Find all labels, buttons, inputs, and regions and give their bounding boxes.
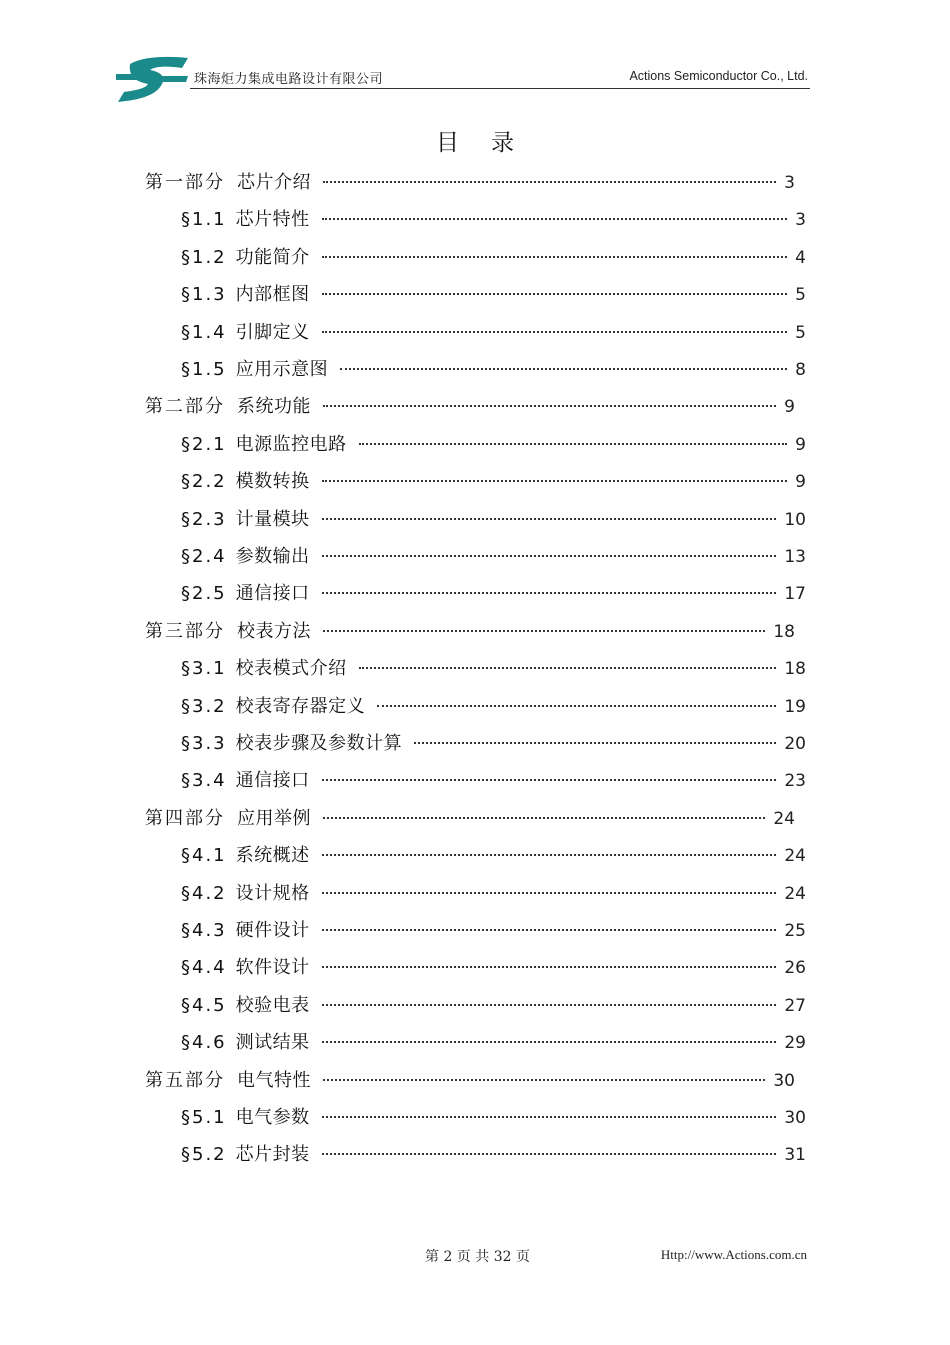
toc-title: 目录 <box>436 130 546 156</box>
company-name-cn: 珠海炬力集成电路设计有限公司 <box>194 72 384 87</box>
toc-entry-page: 24 <box>773 808 795 829</box>
toc-section-entry[interactable] <box>181 766 806 796</box>
toc-entry-label: 电源监控电路 <box>235 433 347 455</box>
toc-entry-label: 参数输出 <box>235 546 310 567</box>
toc-entry-label: 系统功能 <box>237 396 311 418</box>
toc-entry-label: 芯片特性 <box>235 209 310 231</box>
footer-url: Http://www.Actions.com.cn <box>660 1247 807 1262</box>
toc-dot-leader <box>377 705 776 707</box>
toc-entry-label: 校表步骤及参数计算 <box>235 733 403 754</box>
toc-entry-label: 校表寄存器定义 <box>235 695 366 717</box>
toc-dot-leader <box>322 331 788 333</box>
toc-entry-number: 第三部分 <box>145 620 225 642</box>
toc-entry-page: 20 <box>784 734 806 754</box>
toc-entry-label: 测试结果 <box>235 1032 310 1054</box>
toc-part-entry[interactable] <box>145 804 795 834</box>
toc-dot-leader <box>322 1116 777 1118</box>
toc-section-entry[interactable] <box>181 991 806 1021</box>
toc-entry-number: 第二部分 <box>145 396 225 418</box>
toc-entry-page: 29 <box>784 1033 806 1054</box>
toc-part-entry[interactable] <box>145 1066 795 1096</box>
toc-dot-leader <box>323 630 765 632</box>
toc-entry-number: §2.2 <box>181 471 227 493</box>
toc-entry-label: 校表方法 <box>237 620 311 642</box>
toc-dot-leader <box>322 218 788 220</box>
toc-part-entry[interactable] <box>145 392 795 422</box>
toc-entry-page: 19 <box>784 696 806 717</box>
toc-entry-label: 通信接口 <box>235 583 310 605</box>
toc-entry-label: 芯片封装 <box>235 1144 310 1166</box>
toc-section-entry[interactable] <box>181 318 806 348</box>
footer-page-info: 第 2 页 共 32 页 <box>425 1249 530 1265</box>
toc-dot-leader <box>323 405 776 407</box>
page-header <box>0 0 950 110</box>
company-name-en: Actions Semiconductor Co., Ltd. <box>629 69 808 83</box>
toc-entry-number: §2.4 <box>181 546 227 567</box>
toc-entry-page: 27 <box>784 995 806 1016</box>
toc-dot-leader <box>359 667 777 669</box>
toc-entry-label: 硬件设计 <box>235 920 310 941</box>
toc-entry-page: 31 <box>784 1145 806 1166</box>
toc-entry-number: §4.5 <box>181 994 227 1016</box>
toc-dot-leader <box>322 854 777 856</box>
toc-section-entry[interactable] <box>181 916 806 946</box>
toc-entry-page: 5 <box>795 285 806 306</box>
toc-section-entry[interactable] <box>181 542 806 572</box>
toc-entry-number: 第五部分 <box>145 1069 225 1091</box>
toc-entry-label: 应用举例 <box>237 807 311 829</box>
toc-entry-label: 通信接口 <box>235 770 310 792</box>
toc-entry-number: §4.4 <box>181 957 227 979</box>
toc-entry-page: 9 <box>784 397 795 418</box>
toc-section-entry[interactable] <box>181 654 806 684</box>
toc-entry-label: 模数转换 <box>235 471 310 493</box>
toc-entry-page: 13 <box>784 547 806 567</box>
toc-entry-label: 电气特性 <box>237 1069 311 1091</box>
toc-dot-leader <box>323 817 765 819</box>
toc-entry-label: 内部框图 <box>235 284 310 306</box>
toc-entry-number: §1.4 <box>181 321 227 343</box>
toc-dot-leader <box>322 1041 777 1043</box>
toc-dot-leader <box>322 892 777 894</box>
toc-entry-number: §1.2 <box>181 246 227 268</box>
toc-section-entry[interactable] <box>181 879 806 909</box>
toc-section-entry[interactable] <box>181 505 806 535</box>
toc-entry-page: 17 <box>784 584 806 605</box>
toc-section-entry[interactable] <box>181 953 806 983</box>
toc-dot-leader <box>322 779 777 781</box>
company-logo-icon <box>116 54 190 104</box>
toc-entry-page: 30 <box>784 1108 806 1128</box>
toc-section-entry[interactable] <box>181 243 806 273</box>
toc-entry-label: 校表模式介绍 <box>235 658 347 680</box>
toc-part-entry[interactable] <box>145 617 795 647</box>
toc-entry-number: §1.3 <box>181 284 227 306</box>
toc-entry-label: 系统概述 <box>235 845 310 867</box>
toc-entry-number: §1.5 <box>181 359 227 380</box>
toc-entry-number: §4.6 <box>181 1032 227 1054</box>
toc-entry-number: §5.2 <box>181 1144 227 1166</box>
toc-entry-page: 4 <box>795 247 806 268</box>
toc-entry-number: §4.3 <box>181 920 227 941</box>
toc-section-entry[interactable] <box>181 692 806 722</box>
toc-entry-label: 芯片介绍 <box>237 172 311 193</box>
toc-entry-number: §2.3 <box>181 508 227 530</box>
toc-section-entry[interactable] <box>181 355 806 385</box>
toc-dot-leader <box>322 592 777 594</box>
toc-entry-label: 引脚定义 <box>235 321 310 343</box>
toc-dot-leader <box>322 1153 777 1155</box>
toc-entry-number: §3.1 <box>181 658 227 680</box>
toc-entry-page: 9 <box>795 434 806 455</box>
toc-dot-leader <box>359 443 788 445</box>
toc-entry-page: 3 <box>784 173 795 193</box>
toc-part-entry[interactable] <box>145 168 795 198</box>
toc-dot-leader <box>322 480 788 482</box>
toc-entry-label: 软件设计 <box>235 957 310 979</box>
toc-entry-number: §3.2 <box>181 695 227 717</box>
toc-entry-number: §2.1 <box>181 433 227 455</box>
toc-entry-page: 30 <box>773 1070 795 1091</box>
toc-section-entry[interactable] <box>181 729 806 759</box>
toc-entry-page: 24 <box>784 883 806 904</box>
toc-entry-page: 26 <box>784 958 806 979</box>
toc-entry-label: 功能简介 <box>235 246 310 268</box>
toc-dot-leader <box>322 966 777 968</box>
toc-entry-page: 3 <box>795 210 806 231</box>
toc-dot-leader <box>322 256 788 258</box>
toc-dot-leader <box>322 1004 777 1006</box>
toc-dot-leader <box>322 518 777 520</box>
toc-section-entry[interactable] <box>181 579 806 609</box>
toc-entry-page: 24 <box>784 846 806 867</box>
toc-section-entry[interactable] <box>181 1103 806 1133</box>
toc-entry-page: 25 <box>784 921 806 941</box>
toc-entry-label: 设计规格 <box>235 882 310 904</box>
toc-dot-leader <box>340 368 787 370</box>
toc-entry-page: 23 <box>784 771 806 792</box>
toc-section-entry[interactable] <box>181 430 806 460</box>
toc-section-entry[interactable] <box>181 205 806 235</box>
toc-dot-leader <box>323 1079 765 1081</box>
toc-entry-page: 18 <box>784 659 806 680</box>
toc-entry-label: 电气参数 <box>235 1107 310 1128</box>
toc-dot-leader <box>322 555 777 557</box>
toc-section-entry[interactable] <box>181 280 806 310</box>
toc-dot-leader <box>322 929 777 931</box>
toc-entry-number: §4.2 <box>181 882 227 904</box>
toc-entry-number: §2.5 <box>181 583 227 605</box>
toc-section-entry[interactable] <box>181 841 806 871</box>
toc-dot-leader <box>323 181 776 183</box>
toc-entry-number: §3.3 <box>181 733 227 754</box>
toc-entry-page: 5 <box>795 322 806 343</box>
toc-section-entry[interactable] <box>181 467 806 497</box>
toc-entry-number: §5.1 <box>181 1107 227 1128</box>
toc-entry-number: 第四部分 <box>145 807 225 829</box>
toc-dot-leader <box>414 742 776 744</box>
toc-section-entry[interactable] <box>181 1028 806 1058</box>
toc-entry-page: 9 <box>795 472 806 493</box>
toc-entry-number: §3.4 <box>181 770 227 792</box>
toc-section-entry[interactable] <box>181 1140 806 1170</box>
toc-entry-number: §4.1 <box>181 845 227 867</box>
toc-entry-page: 10 <box>784 509 806 530</box>
toc-entry-number: §1.1 <box>181 209 227 231</box>
toc-dot-leader <box>322 293 788 295</box>
toc-entry-page: 18 <box>773 621 795 642</box>
header-divider <box>190 88 810 89</box>
toc-entry-page: 8 <box>795 360 806 380</box>
toc-entry-number: 第一部分 <box>145 172 225 193</box>
toc-entry-label: 应用示意图 <box>235 359 329 380</box>
toc-entry-label: 校验电表 <box>235 994 310 1016</box>
toc-entry-label: 计量模块 <box>235 508 310 530</box>
